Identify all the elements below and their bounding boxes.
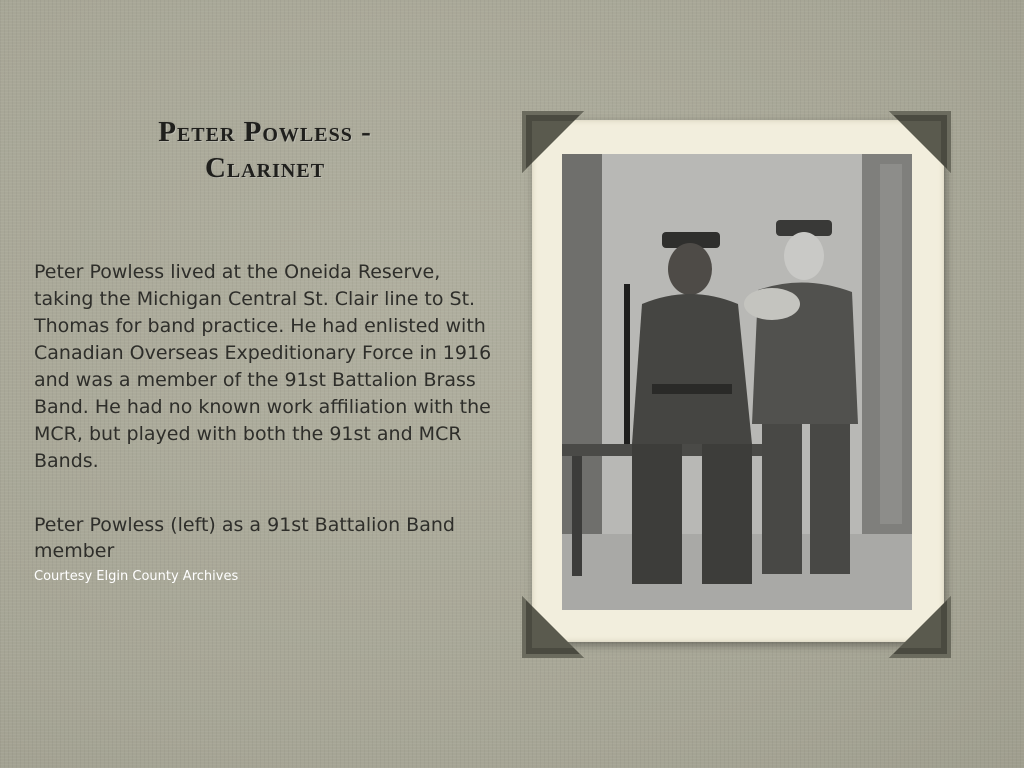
title-line-2: Clarinet [204, 152, 326, 184]
photo-corner-bottom-left [522, 596, 584, 658]
photo-frame [532, 120, 944, 642]
body-paragraph: Peter Powless lived at the Oneida Reserve, taking the Michigan Central St. Clair line to St. Thomas for band practice. He had enlisted with Canadian Overseas Expeditionary Force in 1916 and was a member of the 91st Battalion Brass Band. He had no known work affiliation with the MCR, but played with both the 91st and MCR Bands. [34, 261, 492, 472]
photo-credit: Courtesy Elgin County Archives [34, 569, 239, 584]
photo-corner-top-right [889, 111, 951, 173]
photo-corner-bottom-right [889, 596, 951, 658]
photo-caption: Peter Powless (left) as a 91st Battalion Band member [34, 514, 455, 562]
title-line-1: Peter Powless - [158, 116, 372, 148]
slide-title [90, 114, 440, 186]
soldiers-photo [562, 154, 912, 610]
soldiers-photo-illustration [562, 154, 912, 610]
photo-corner-top-left [522, 111, 584, 173]
